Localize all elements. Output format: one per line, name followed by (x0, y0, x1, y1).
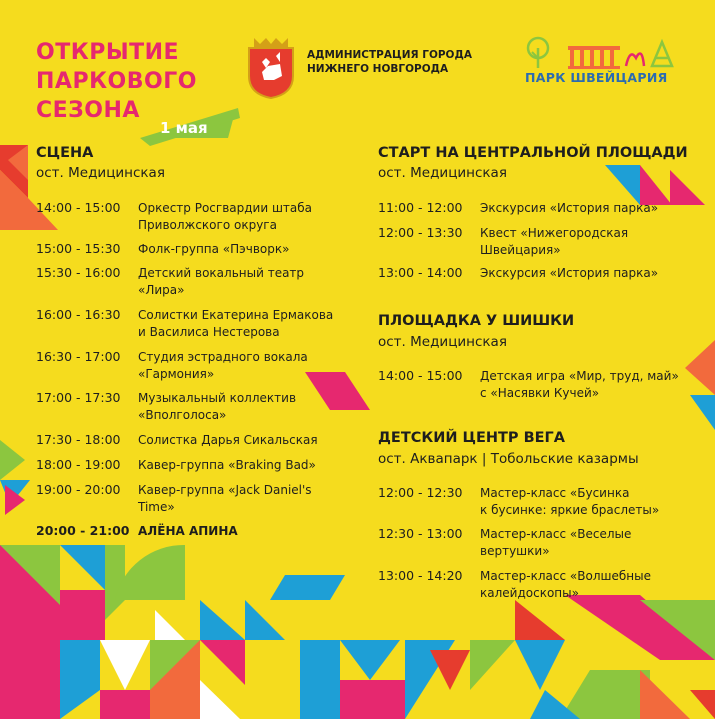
event-line: Кавер-группа «Jack Daniel's (138, 483, 312, 497)
city-coat-of-arms-icon (246, 36, 296, 100)
schedule-event (138, 432, 318, 449)
event-line: вертушки» (480, 544, 550, 558)
central-stop-label: ост. Медицинская (378, 165, 507, 181)
event-line: Фолк-группа «Пэчворк» (138, 242, 290, 256)
event-line: Швейцария» (480, 243, 561, 257)
schedule-event (480, 265, 658, 282)
title-line: ОТКРЫТИЕ (36, 40, 180, 65)
schedule-event (480, 200, 658, 217)
schedule-event (480, 225, 628, 259)
admin-line: НИЖНЕГО НОВГОРОДА (307, 63, 449, 75)
shishka-stop-label: ост. Медицинская (378, 334, 507, 350)
schedule-event (138, 200, 312, 234)
event-line: Мастер-класс «Веселые (480, 527, 632, 541)
schedule-time: 12:30 - 13:00 (378, 526, 463, 541)
event-line: к бусинке: яркие браслеты» (480, 503, 660, 517)
vega-section-title: ДЕТСКИЙ ЦЕНТР ВЕГА (378, 430, 565, 446)
schedule-event (138, 265, 304, 299)
schedule-event (138, 307, 333, 341)
stage-section-title: СЦЕНА (36, 145, 94, 161)
schedule-time: 17:00 - 17:30 (36, 390, 121, 405)
event-line: «Гармония» (138, 367, 215, 381)
schedule-time-headliner: 20:00 - 21:00 (36, 523, 130, 538)
event-line: Солистка Дарья Сикальская (138, 433, 318, 447)
event-line: калейдоскопы» (480, 586, 579, 600)
event-line: АЛЁНА АПИНА (138, 524, 238, 538)
schedule-event (480, 485, 659, 519)
schedule-event (480, 568, 651, 602)
schedule-event (480, 526, 631, 560)
event-line: Солистки Екатерина Ермакова (138, 308, 334, 322)
central-section-title: СТАРТ НА ЦЕНТРАЛЬНОЙ ПЛОЩАДИ (378, 145, 688, 161)
schedule-time: 12:00 - 12:30 (378, 485, 463, 500)
event-line: Кавер-группа «Braking Bad» (138, 458, 316, 472)
park-name: ПАРК ШВЕЙЦАРИЯ (525, 70, 668, 85)
schedule-time: 15:30 - 16:00 (36, 265, 121, 280)
schedule-time: 16:00 - 16:30 (36, 307, 121, 322)
schedule-time: 14:00 - 15:00 (378, 368, 463, 383)
event-line: Экскурсия «История парка» (480, 201, 659, 215)
event-line: Time» (138, 500, 175, 514)
event-line: Мастер-класс «Волшебные (480, 569, 651, 583)
schedule-event (138, 482, 312, 516)
event-line: Квест «Нижегородская (480, 226, 629, 240)
schedule-time: 15:00 - 15:30 (36, 241, 121, 256)
schedule-time: 19:00 - 20:00 (36, 482, 121, 497)
schedule-event (480, 368, 679, 402)
schedule-time: 17:30 - 18:00 (36, 432, 121, 447)
park-logo-icon (524, 36, 674, 70)
schedule-time: 18:00 - 19:00 (36, 457, 121, 472)
schedule-time: 12:00 - 13:30 (378, 225, 463, 240)
shishka-section-title: ПЛОЩАДКА У ШИШКИ (378, 313, 575, 329)
event-line: Детский вокальный театр (138, 266, 305, 280)
stage-stop-label: ост. Медицинская (36, 165, 165, 181)
schedule-time: 16:30 - 17:00 (36, 349, 121, 364)
event-line: Экскурсия «История парка» (480, 266, 659, 280)
event-line: и Василиса Нестерова (138, 325, 280, 339)
event-line: Приволжского округа (138, 218, 277, 232)
title-line: ПАРКОВОГО (36, 69, 197, 94)
event-line: Музыкальный коллектив (138, 391, 297, 405)
event-line: с «Насявки Кучей» (480, 386, 600, 400)
poster-title (36, 38, 197, 125)
schedule-time: 14:00 - 15:00 (36, 200, 121, 215)
event-line: Детская игра «Мир, труд, май» (480, 369, 679, 383)
admin-line: АДМИНИСТРАЦИЯ ГОРОДА (307, 49, 472, 61)
event-line: Мастер-класс «Бусинка (480, 486, 630, 500)
title-line: СЕЗОНА (36, 98, 140, 123)
schedule-time: 11:00 - 12:00 (378, 200, 463, 215)
event-line: Оркестр Росгвардии штаба (138, 201, 313, 215)
schedule-time: 13:00 - 14:20 (378, 568, 463, 583)
event-line: Студия эстрадного вокала (138, 350, 308, 364)
schedule-event (138, 241, 289, 258)
vega-stop-label: ост. Аквапарк | Тобольские казармы (378, 451, 639, 467)
schedule-event (138, 390, 296, 424)
event-line: «Вполголоса» (138, 408, 227, 422)
schedule-time: 13:00 - 14:00 (378, 265, 463, 280)
event-line: «Лира» (138, 283, 185, 297)
administration-label (307, 48, 472, 76)
date-badge: 1 мая (160, 119, 208, 137)
schedule-event (138, 349, 308, 383)
schedule-event (138, 457, 316, 474)
schedule-event-headliner (138, 523, 238, 540)
